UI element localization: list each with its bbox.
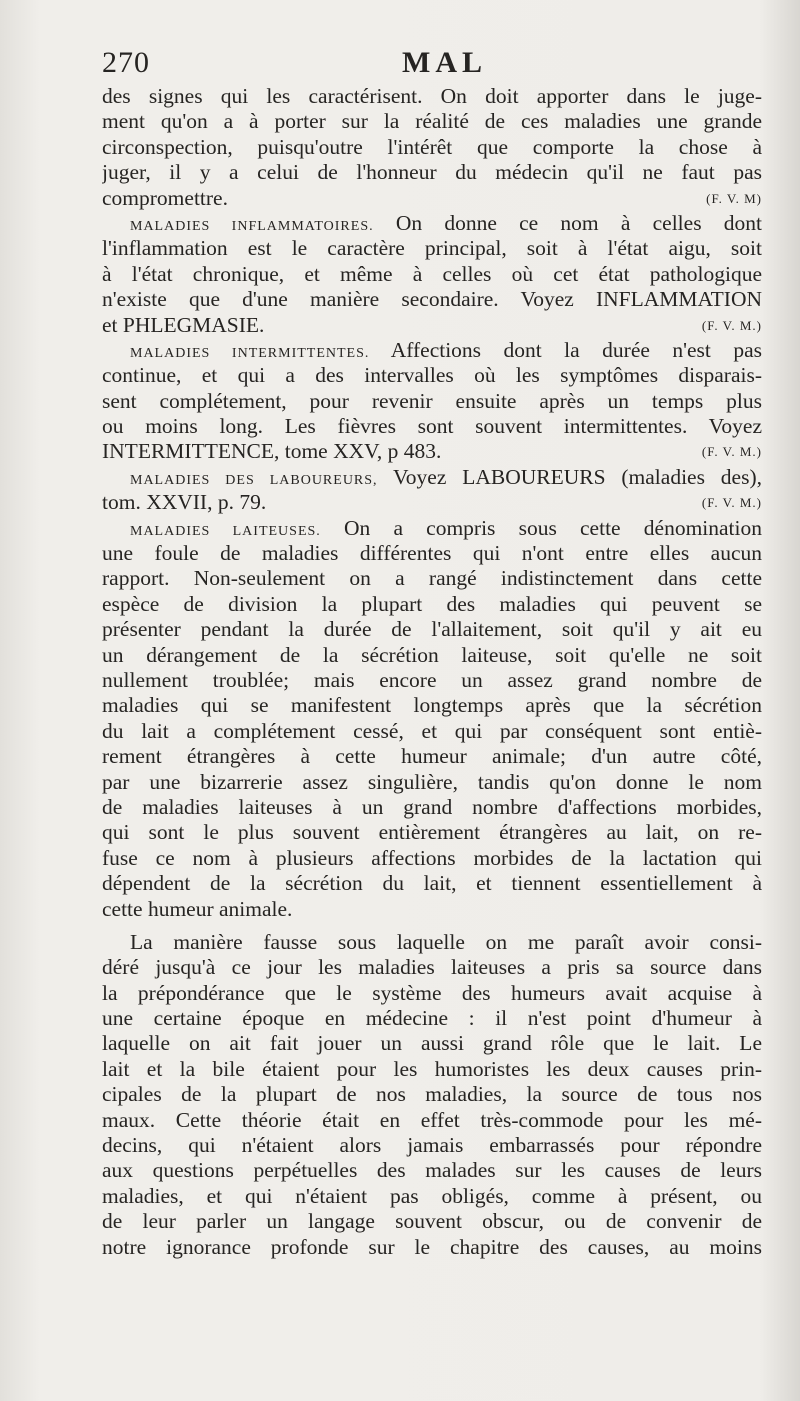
text-line: de maladies laiteuses à un grand nombre d'affections morbides, [102,794,762,819]
text-line: espèce de division la plupart des maladies qui peuvent se [102,591,762,616]
text-line: laquelle on ait fait jouer un aussi grand rôle que le lait. Le [102,1031,762,1056]
text-line: nullement troublée; mais encore un assez grand nombre de [102,667,762,692]
entry-text: On donne ce nom à celles dont [395,210,762,235]
paragraph [102,465,762,516]
text-line: sent complétement, pour revenir ensuite après un temps plus [102,388,762,413]
text-line: tom. XXVII, p. 79. [102,490,267,515]
entry-text: La manière fausse sous laquelle on me paraît avoir consi- [130,929,762,954]
text-line: ment qu'on a à porter sur la réalité de ces maladies une grande [102,109,762,134]
text-line: du lait a complétement cessé, et qui par conséquent sont entiè- [102,718,762,743]
text-line: n'existe que d'une manière secondaire. Voyez INFLAMMATION [102,287,762,312]
text-line: maladies qui se manifestent longtemps après que la sécrétion [102,693,762,718]
author-signature: (F. V. M.) [701,444,762,460]
text-line: continue, et qui a des intervalles où les symptômes disparais- [102,363,762,388]
text-line-with-signature [102,186,762,211]
text-line: lait et la bile étaient pour les humoristes les deux causes prin- [102,1056,762,1081]
text-line-with-signature [102,490,762,515]
author-signature: (F. V. M) [706,190,762,206]
text-line: un dérangement de la sécrétion laiteuse, soit qu'elle ne soit [102,642,762,667]
text-line: circonspection, puisqu'outre l'intérêt que comporte la chose à [102,134,762,159]
text-line: cipales de la plupart de nos maladies, la source de tous nos [102,1082,762,1107]
entry-heading: MALADIES INFLAMMATOIRES. [130,218,374,234]
text-line: dépendent de la sécrétion du lait, et tiennent essentiellement à [102,871,762,896]
text-line: maux. Cette théorie était en effet très-commode pour les mé- [102,1107,762,1132]
paragraph-first-line [102,516,762,541]
text-line: la prépondérance que le système des humeurs avait acquise à [102,980,762,1005]
paragraph [102,211,762,338]
text-line: de leur parler un langage souvent obscur, ou de convenir de [102,1209,762,1234]
text-line: présenter pendant la durée de l'allaitement, soit qu'il y ait eu [102,617,762,642]
text-line: à l'état chronique, et même à celles où cet état pathologique [102,261,762,286]
entry-text: Voyez LABOUREURS (maladies des), [393,464,762,489]
text-line: ou moins long. Les fièvres sont souvent intermittentes. Voyez [102,414,762,439]
text-line: notre ignorance profonde sur le chapitre des causes, au moins [102,1234,762,1259]
page-number: 270 [102,46,150,79]
text-line: une certaine époque en médecine : il n'est point d'humeur à [102,1006,762,1031]
text-line: aux questions perpétuelles des malades sur les causes de leurs [102,1158,762,1183]
entry-heading: MALADIES LAITEUSES. [130,523,321,539]
text-line: qui sont le plus souvent entièrement étrangères au lait, on re- [102,820,762,845]
text-line: par une bizarrerie assez singulière, tandis qu'on donne le nom [102,769,762,794]
text-line: INTERMITTENCE, tome XXV, p 483. [102,439,442,464]
text-line: et PHLEGMASIE. [102,312,265,337]
entry-heading: MALADIES DES LABOUREURS, [130,472,378,488]
paragraph [102,516,762,922]
text-line: une foule de maladies différentes qui n'ont entre elles aucun [102,541,762,566]
paragraph-gap [102,922,762,930]
text-line: decins, qui n'étaient alors jamais embarrassés pour répondre [102,1133,762,1158]
text-line: cette humeur animale. [102,896,293,921]
text-line: maladies, et qui n'étaient pas obligés, comme à présent, ou [102,1183,762,1208]
entry-text: Affections dont la durée n'est pas [390,337,762,362]
text-line: juger, il y a celui de l'honneur du médecin qu'il ne faut pas [102,160,762,185]
text-line: des signes qui les caractérisent. On doit apporter dans le juge- [102,84,762,108]
paragraph-first-line [102,465,762,490]
running-head: MAL [402,46,487,79]
text-line: déré jusqu'à ce jour les maladies laiteuses a pris sa source dans [102,955,762,980]
text-line-with-signature [102,439,762,464]
text-line: rement étrangères à cette humeur animale; d'un autre côté, [102,744,762,769]
text-line: fuse ce nom à plusieurs affections morbides de la lactation qui [102,845,762,870]
entry-heading: MALADIES INTERMITTENTES. [130,345,370,361]
text-line-with-signature [102,313,762,338]
text-line: rapport. Non-seulement on a rangé indistinctement dans cette [102,566,762,591]
paragraph [102,84,762,211]
entry-text: On a compris sous cette dénomination [343,515,762,540]
paragraph-first-line [102,930,762,955]
paragraph-first-line [102,211,762,236]
author-signature: (F. V. M.) [701,495,762,511]
text-line: compromettre. [102,185,228,210]
page-header [102,46,762,82]
author-signature: (F. V. M.) [701,317,762,333]
page-body [102,84,762,1260]
text-line: l'inflammation est le caractère principal, soit à l'état aigu, soit [102,236,762,261]
paragraph [102,930,762,1260]
paragraph-first-line [102,338,762,363]
paragraph [102,338,762,465]
